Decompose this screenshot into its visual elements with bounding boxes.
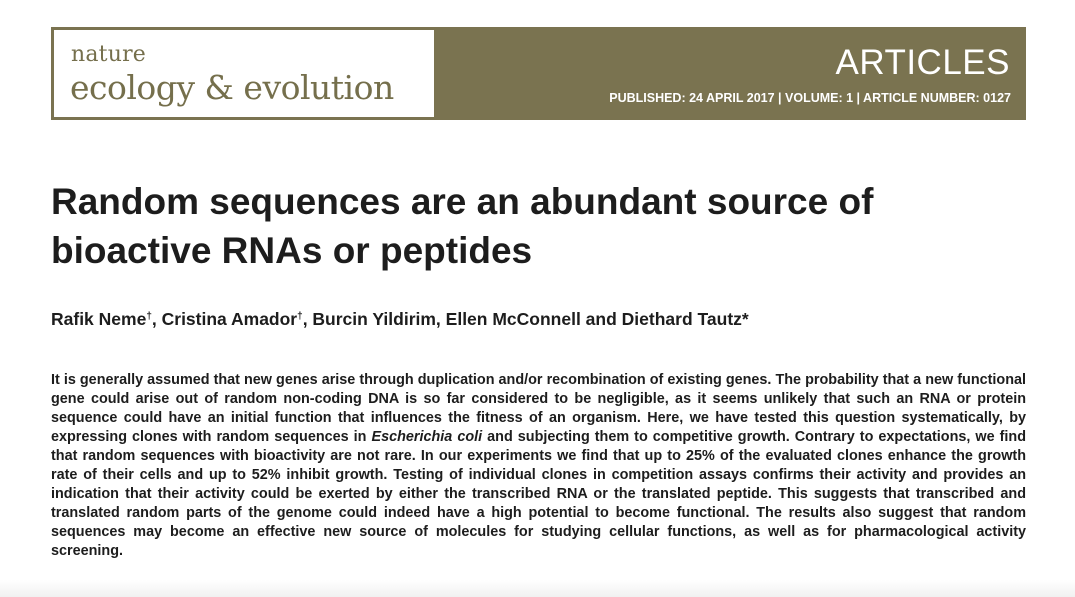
article-title: Random sequences are an abundant source of bioactive RNAs or peptides <box>51 181 874 271</box>
journal-banner <box>51 27 1026 120</box>
author[interactable]: Burcin Yildirim <box>312 309 436 329</box>
author[interactable]: Ellen McConnell <box>445 309 581 329</box>
author[interactable]: Diethard Tautz <box>621 309 742 329</box>
section-label: ARTICLES <box>835 43 1010 82</box>
author-separator: and <box>580 309 622 329</box>
author[interactable]: Cristina Amador <box>161 309 298 329</box>
author-separator: , <box>151 309 162 329</box>
author-separator: , <box>435 309 446 329</box>
abstract <box>51 371 1026 561</box>
journal-logo[interactable] <box>54 30 434 117</box>
banner-info <box>434 27 1026 120</box>
journal-name-top: nature <box>71 42 147 67</box>
publication-info: PUBLISHED: 24 APRIL 2017 | VOLUME: 1 | ARTICLE NUMBER: 0127 <box>609 91 1011 105</box>
author-mark: † <box>146 311 152 322</box>
abstract-text: and subjecting them to competitive growth. Contrary to expectations, we find that random sequences with bioactivity are not rare. In our experiments we find that up to 25% of the evaluated clones enhance the growth rate of their cells and up to 52% inhibit growth. Testing of individual clones in competition assays confirms their activity and provides an indication that their activity could be exerted by either the transcribed RNA or the translated peptide. This suggests that transcribed and translated random parts of the genome could indeed have a high potential to become functional. The results also suggest that random sequences may become an effective new source of molecules for studying cellular functions, as well as for pharmacological activity screening. <box>51 429 1026 559</box>
author[interactable]: Rafik Neme <box>51 309 147 329</box>
author-mark: † <box>297 311 303 322</box>
corresponding-author-mark: * <box>741 309 749 329</box>
journal-name-main: ecology & evolution <box>70 68 394 107</box>
species-name: Escherichia coli <box>371 429 483 445</box>
abstract-text: It is generally assumed that new genes arise through duplication and/or recombination of existing genes. The probability that a new functional gene could arise out of random non-coding DNA is so far considered to be negligible, as it seems unlikely that such an RNA or protein sequence could have an initial function that influences the fitness of an organism. Here, we have tested this question systematically, by expressing clones with random sequences in <box>51 372 1026 445</box>
author-list <box>51 309 1011 330</box>
page-bottom-shadow <box>0 580 1075 597</box>
author-separator: , <box>302 309 313 329</box>
